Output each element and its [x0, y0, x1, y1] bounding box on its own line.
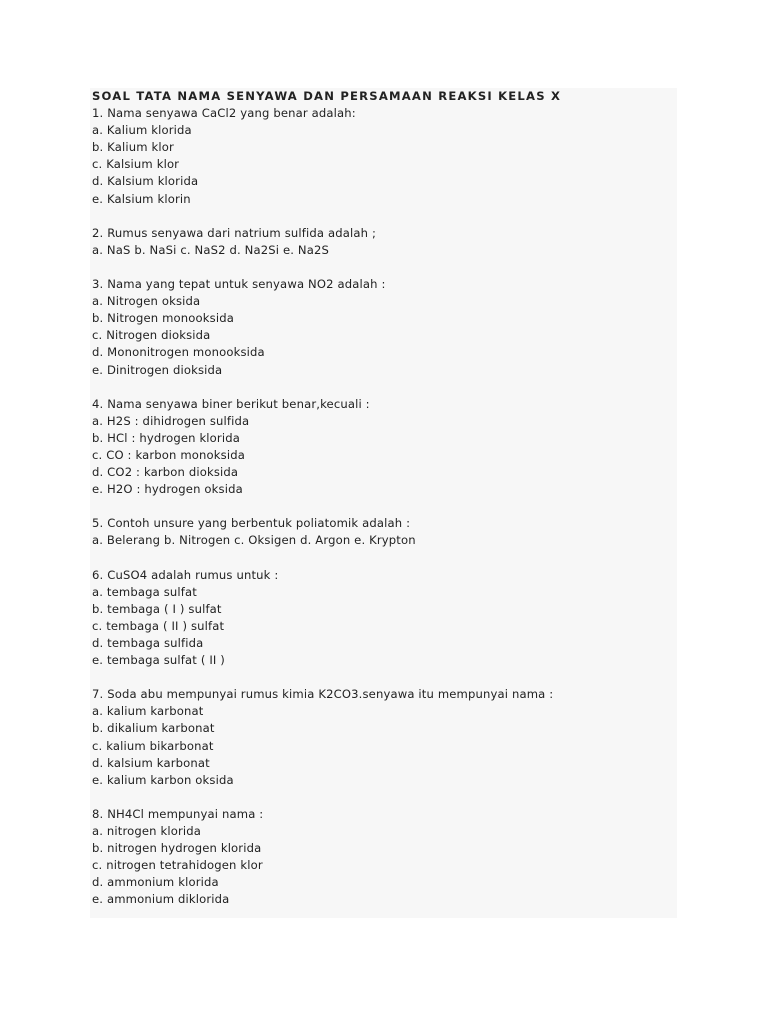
- spacer: [92, 498, 672, 515]
- option-c: c. tembaga ( II ) sulfat: [92, 618, 225, 633]
- option-c: c. CO : karbon monoksida: [92, 447, 245, 462]
- document-content: [92, 88, 672, 909]
- question-7: [92, 686, 672, 789]
- question-text: 7. Soda abu mempunyai rumus kimia K2CO3.senyawa itu mempunyai nama :: [92, 687, 554, 702]
- question-5: [92, 515, 672, 549]
- option-b: b. Nitrogen monooksida: [92, 311, 234, 326]
- option-e: e. ammonium diklorida: [92, 892, 230, 907]
- option-a: a. H2S : dihidrogen sulfida: [92, 413, 250, 428]
- question-2: [92, 225, 672, 259]
- spacer: [92, 789, 672, 806]
- option-e: e. H2O : hydrogen oksida: [92, 482, 243, 497]
- question-text: 1. Nama senyawa CaCl2 yang benar adalah:: [92, 106, 356, 121]
- question-8: [92, 806, 672, 909]
- spacer: [92, 379, 672, 396]
- option-d: d. kalsium karbonat: [92, 755, 210, 770]
- option-c: c. nitrogen tetrahidogen klor: [92, 858, 263, 873]
- option-a: a. Kalium klorida: [92, 123, 192, 138]
- spacer: [92, 259, 672, 276]
- question-4: [92, 396, 672, 499]
- question-3: [92, 276, 672, 379]
- question-text: 8. NH4Cl mempunyai nama :: [92, 806, 264, 821]
- option-c: c. Nitrogen dioksida: [92, 328, 211, 343]
- option-e: e. tembaga sulfat ( II ): [92, 653, 225, 668]
- option-e: e. kalium karbon oksida: [92, 772, 234, 787]
- option-a: a. nitrogen klorida: [92, 824, 202, 839]
- option-a: a. tembaga sulfat: [92, 584, 197, 599]
- spacer: [92, 208, 672, 225]
- option-b: b. dikalium karbonat: [92, 721, 215, 736]
- option-d: d. Kalsium klorida: [92, 174, 199, 189]
- question-6: [92, 567, 672, 670]
- question-text: 6. CuSO4 adalah rumus untuk :: [92, 567, 279, 582]
- option-b: b. HCl : hydrogen klorida: [92, 430, 240, 445]
- option-e: e. Dinitrogen dioksida: [92, 362, 223, 377]
- option-d: d. ammonium klorida: [92, 875, 219, 890]
- option-d: d. CO2 : karbon dioksida: [92, 465, 239, 480]
- spacer: [92, 550, 672, 567]
- question-text: 5. Contoh unsure yang berbentuk poliatomik adalah :: [92, 516, 411, 531]
- question-1: [92, 105, 672, 208]
- option-b: b. nitrogen hydrogen klorida: [92, 841, 262, 856]
- option-c: c. Kalsium klor: [92, 157, 180, 172]
- option-d: d. Mononitrogen monooksida: [92, 345, 265, 360]
- option-b: b. Kalium klor: [92, 140, 174, 155]
- option-b: b. tembaga ( I ) sulfat: [92, 601, 222, 616]
- option-e: e. Kalsium klorin: [92, 191, 191, 206]
- question-text: 4. Nama senyawa biner berikut benar,kecuali :: [92, 396, 370, 411]
- options-inline: a. Belerang b. Nitrogen c. Oksigen d. Argon e. Krypton: [92, 533, 416, 548]
- option-a: a. Nitrogen oksida: [92, 294, 201, 309]
- option-a: a. kalium karbonat: [92, 704, 204, 719]
- spacer: [92, 669, 672, 686]
- options-inline: a. NaS b. NaSi c. NaS2 d. Na2Si e. Na2S: [92, 242, 330, 257]
- document-title: SOAL TATA NAMA SENYAWA DAN PERSAMAAN REAKSI KELAS X: [92, 89, 562, 103]
- option-c: c. kalium bikarbonat: [92, 738, 214, 753]
- question-text: 3. Nama yang tepat untuk senyawa NO2 adalah :: [92, 277, 386, 292]
- question-text: 2. Rumus senyawa dari natrium sulfida adalah ;: [92, 225, 377, 240]
- option-d: d. tembaga sulfida: [92, 636, 204, 650]
